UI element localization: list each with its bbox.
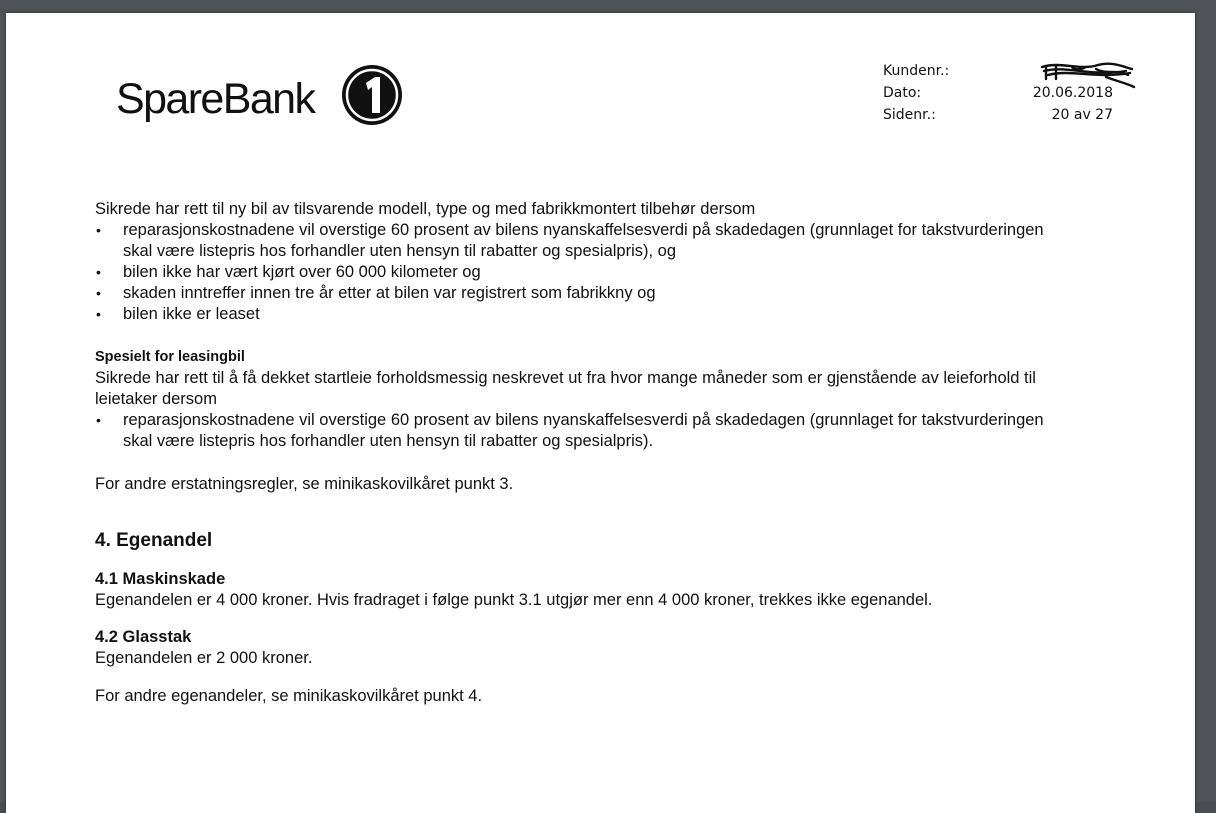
list-item: • bilen ikke har vært kjørt over 60 000 kilometer og [95, 262, 1075, 283]
document-body [95, 199, 1075, 707]
leasing-heading: Spesielt for leasingbil [95, 349, 245, 365]
list-item: • reparasjonskostnadene vil overstige 60 prosent av bilens nyanskaffelsesverdi på skadedagen (grunnlaget for takstvurderingen skal være listepris hos forhandler uten hensyn til rabatter og spesialpris), og [95, 220, 1075, 262]
meta-customer-number: Kundenr.: [883, 63, 950, 79]
brand-wordmark: SpareBank [116, 75, 315, 123]
list-item: • reparasjonskostnadene vil overstige 60 prosent av bilens nyanskaffelsesverdi på skadedagen (grunnlaget for takstvurderingen skal være listepris hos forhandler uten hensyn til rabatter og spesialpris). [95, 410, 1075, 452]
leasing-conditions-list [95, 410, 1075, 452]
other-deductibles-paragraph: For andre egenandeler, se minikaskovilkåret punkt 4. [95, 687, 483, 705]
document-page [6, 13, 1195, 813]
section-heading-egenandel: 4. Egenandel [95, 530, 213, 551]
leasing-paragraph: Sikrede har rett til å få dekket startleie forholdsmessig neskrevet ut fra hvor mange måneder som er gjenstående av leieforhold til leietaker dersom [95, 369, 1036, 408]
sparebank1-emblem-icon [340, 63, 404, 127]
other-rules-paragraph: For andre erstatningsregler, se minikaskovilkåret punkt 3. [95, 475, 514, 493]
conditions-list [95, 220, 1075, 325]
intro-paragraph: Sikrede har rett til ny bil av tilsvarende modell, type og med fabrikkmontert tilbehør dersom [95, 200, 756, 218]
meta-page-number: Sidenr.: 20 av 27 [883, 107, 1113, 123]
glasstak-paragraph: Egenandelen er 2 000 kroner. [95, 649, 313, 667]
list-item: • skaden inntreffer innen tre år etter at bilen var registrert som fabrikkny og [95, 283, 1075, 304]
meta-date: Dato: 20.06.2018 [883, 85, 1113, 101]
list-item: • bilen ikke er leaset [95, 304, 1075, 325]
subsection-heading-maskinskade: 4.1 Maskinskade [95, 570, 226, 588]
redaction-scribble [1036, 57, 1136, 93]
maskinskade-paragraph: Egenandelen er 4 000 kroner. Hvis fradraget i følge punkt 3.1 utgjør mer enn 4 000 kroner, trekkes ikke egenandel. [95, 591, 933, 609]
subsection-heading-glasstak: 4.2 Glasstak [95, 628, 192, 646]
